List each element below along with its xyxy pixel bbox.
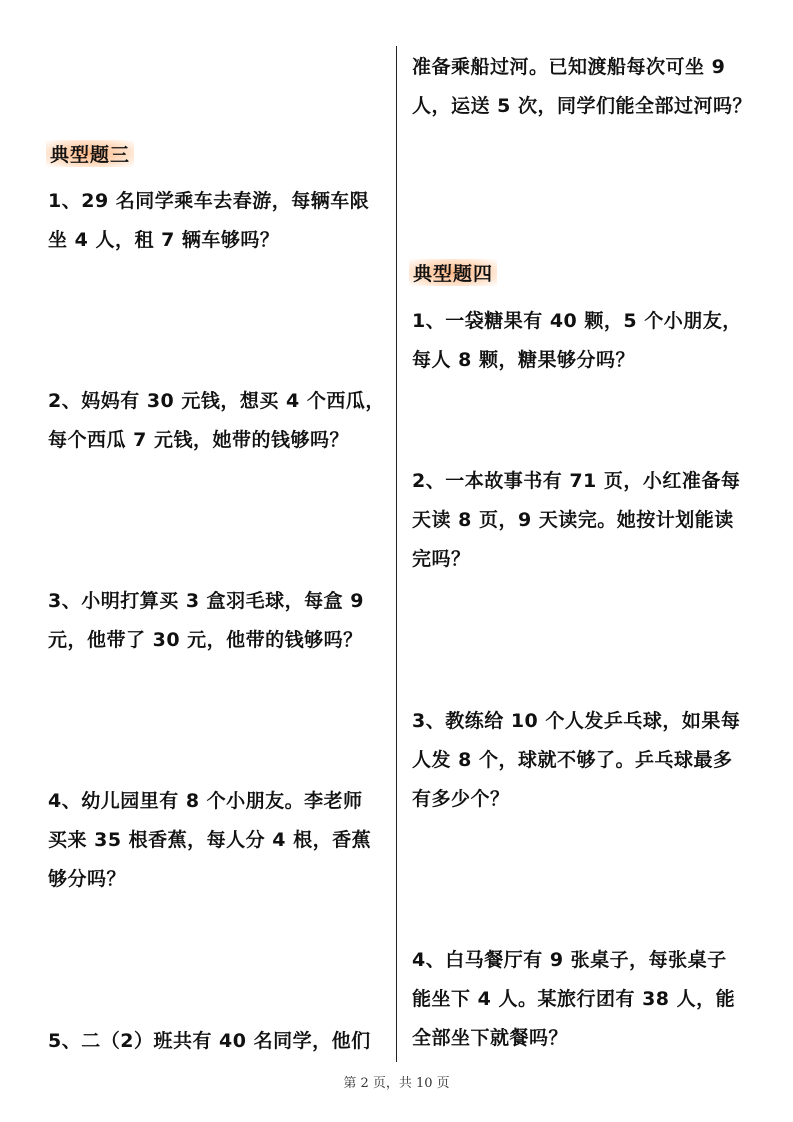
question-line: 1、29 名同学乘车去春游，每辆车限 [48, 190, 370, 212]
question-4-3 [412, 702, 752, 819]
question-line: 每个西瓜 7 元钱，她带的钱够吗？ [48, 429, 349, 451]
question-3-2 [48, 382, 388, 460]
question-3-1 [48, 182, 388, 260]
question-line: 3、小明打算买 3 盒羽毛球，每盒 9 [48, 590, 365, 612]
question-line: 人，运送 5 次，同学们能全部过河吗？ [412, 95, 752, 117]
question-4-1 [412, 302, 752, 380]
question-line: 4、幼儿园里有 8 个小朋友。李老师 [48, 790, 363, 812]
question-line: 买来 35 根香蕉，每人分 4 根，香蕉 [48, 829, 372, 851]
question-line: 能坐下 4 人。某旅行团有 38 人，能 [412, 988, 736, 1010]
question-3-5 [48, 1022, 388, 1061]
question-line: 2、妈妈有 30 元钱，想买 4 个西瓜， [48, 390, 385, 412]
question-line: 有多少个？ [412, 788, 510, 810]
page-footer: 第 2 页，共 10 页 [343, 1076, 450, 1091]
question-line: 5、二（2）班共有 40 名同学，他们 [48, 1030, 371, 1052]
question-line: 全部坐下就餐吗？ [412, 1027, 569, 1049]
section-heading-3: 典型题三 [46, 140, 134, 167]
question-line: 人发 8 个，球就不够了。乒乓球最多 [412, 749, 733, 771]
question-3-4 [48, 782, 388, 899]
question-4-4 [412, 941, 752, 1058]
question-line: 够分吗？ [48, 868, 127, 890]
section-heading-4: 典型题四 [409, 259, 497, 286]
question-line: 1、一袋糖果有 40 颗，5 个小朋友， [412, 310, 742, 332]
question-line: 4、白马餐厅有 9 张桌子，每张桌子 [412, 949, 727, 971]
column-divider [396, 46, 397, 1062]
question-line: 完吗？ [412, 548, 471, 570]
question-line: 元，他带了 30 元，他带的钱够吗？ [48, 629, 363, 651]
question-3-5-continuation [412, 48, 752, 126]
question-line: 准备乘船过河。已知渡船每次可坐 9 [412, 56, 726, 78]
question-3-3 [48, 582, 388, 660]
question-line: 3、教练给 10 个人发乒乓球，如果每 [412, 710, 741, 732]
question-4-2 [412, 462, 752, 579]
question-line: 2、一本故事书有 71 页，小红准备每 [412, 470, 741, 492]
question-line: 坐 4 人，租 7 辆车够吗？ [48, 229, 280, 251]
question-line: 每人 8 颗，糖果够分吗？ [412, 349, 635, 371]
question-line: 天读 8 页，9 天读完。她按计划能读 [412, 509, 734, 531]
